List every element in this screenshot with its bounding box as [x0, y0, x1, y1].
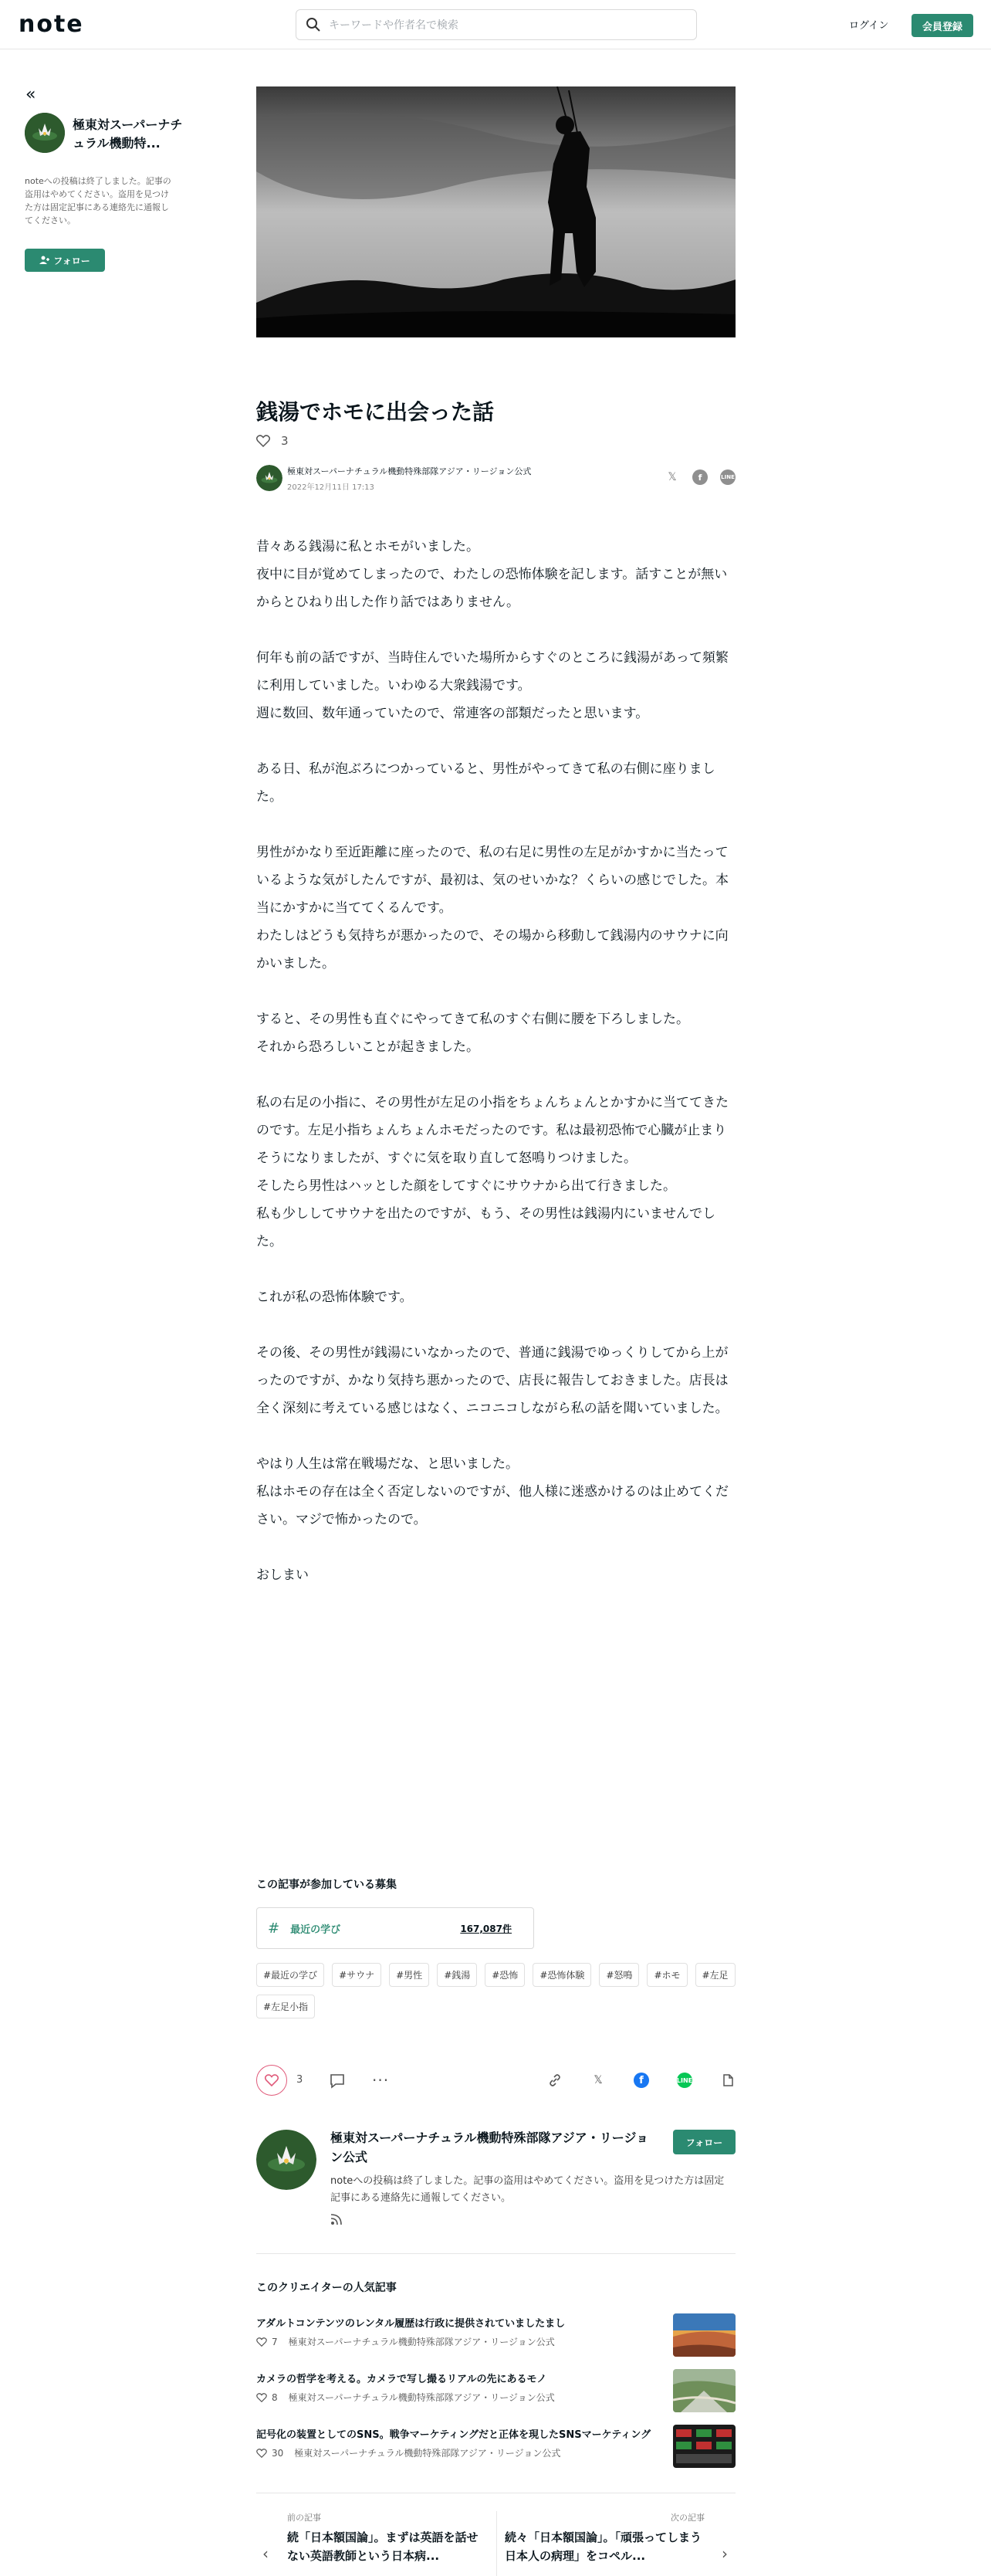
x-share-icon[interactable]: 𝕏 — [594, 2074, 603, 2086]
divider — [256, 2253, 736, 2254]
article-paragraph: 何年も前の話ですが、当時住んでいた場所からすぐのところに銭湯があって頻繁に利用していました。いわゆる大衆銭湯です。 週に数回、数年通っていたので、常連客の部類だったと思います。 — [256, 650, 729, 721]
article-paragraph: その後、その男性が銭湯にいなかったので、普通に銭湯でゆっくりしてから上がったのですが、かなり気持ち悪かったので、店長に報告しておきました。店長は全く深刻に考えている感じはなく、ニコニコしながら私の話を聞いていました。 — [256, 1345, 729, 1416]
share-actions — [547, 2073, 736, 2088]
collapse-sidebar-icon[interactable]: « — [25, 85, 36, 104]
popular-item[interactable] — [256, 2313, 736, 2360]
heart-icon — [256, 2449, 267, 2458]
prev-article-label: 前の記事 — [287, 2513, 321, 2523]
article-paragraph: 男性がかなり至近距離に座ったので、私の右足に男性の左足がかすかに当たっているような気がしたんですが、最初は、気のせいかな？くらいの感じでした。本当にかすかに当ててくるんです。 わたしはどうも気持ちが悪かったので、その場から移動して銭湯内のサウナに向かいました。 — [256, 845, 729, 971]
nav-divider — [496, 2511, 497, 2576]
sidebar-creator-name[interactable]: 極東対スーパーナチュラル機動特... — [73, 117, 183, 151]
facebook-share-icon[interactable]: f — [692, 469, 708, 485]
popular-item-author: 極東対スーパーナチュラル機動特殊部隊アジア・リージョン公式 — [288, 2337, 555, 2347]
creator-card-name[interactable]: 極東対スーパーナチュラル機動特殊部隊アジア・リージョン公式 — [330, 2130, 649, 2164]
signup-button[interactable]: 会員登録 — [912, 14, 973, 37]
chevron-right-icon[interactable]: › — [722, 2544, 728, 2563]
popular-item-thumbnail — [673, 2425, 736, 2468]
tag-chip[interactable]: #サウナ — [332, 1963, 381, 1987]
article-paragraph: すると、その男性も直ぐにやってきて私のすぐ右側に腰を下ろしました。 それから恐ろしいことが起きました。 — [256, 1012, 689, 1055]
next-article-link[interactable] — [505, 2511, 736, 2576]
popular-item-title: 記号化の装置としてのSNS。戦争マーケティングだと正体を現したSNSマーケティング — [256, 2429, 651, 2441]
popular-item-title: カメラの哲学を考える。カメラで写し撮るリアルの先にあるモノ — [256, 2374, 547, 2385]
tag-chip[interactable]: #恐怖 — [485, 1963, 525, 1987]
note-logo[interactable]: note — [19, 11, 84, 38]
author-row — [256, 463, 736, 494]
popular-item[interactable] — [256, 2369, 736, 2415]
creator-card-follow-button[interactable]: フォロー — [673, 2130, 736, 2154]
prev-article-title: 続「日本額国論」。まずは英語を話せない英語教師という日本病... — [287, 2530, 479, 2563]
rss-icon[interactable] — [330, 2213, 343, 2225]
tag-chip[interactable]: #怒鳴 — [599, 1963, 639, 1987]
heart-icon — [256, 2337, 267, 2347]
link-copy-icon[interactable] — [547, 2073, 563, 2088]
article-paragraph: ある日、私が泡ぶろにつかっていると、男性がやってきて私の右側に座りました。 — [256, 761, 715, 805]
article-paragraph: 私の右足の小指に、その男性が左足の小指をちょんちょんとかすかに当ててきたのです。左足小指ちょんちょんホモだったのです。私は最初恐怖で心臓が止まりそうになりましたが、すぐに気を取り直して怒鳴りつけました。 そしたら男性はハッとした顔をしてすぐにサウナから出て行きました。 私も少ししてサウナを出たのですが、もう、その男性は銭湯内にいませんでした。 — [256, 1095, 729, 1249]
article-like-summary[interactable] — [256, 434, 289, 448]
article-title: 銭湯でホモに出会った話 — [256, 399, 495, 425]
line-share-icon[interactable]: LINE — [677, 2073, 692, 2088]
popular-section-title: このクリエイターの人気記事 — [256, 2282, 397, 2294]
chevron-left-icon[interactable]: ‹ — [262, 2544, 269, 2563]
action-bar — [256, 2065, 736, 2099]
tag-chip[interactable]: #恐怖体験 — [533, 1963, 591, 1987]
sidebar-follow-label: フォロー — [53, 255, 90, 266]
article-paragraph: やはり人生は常在戦場だな、と思いました。 私はホモの存在は全く否定しないのですが、他人様に迷惑かけるのは止めてください。マジで怖かったので。 — [256, 1456, 729, 1527]
line-share-icon[interactable]: LINE — [720, 469, 736, 485]
user-plus-icon — [39, 256, 50, 265]
tag-list — [256, 1963, 736, 2018]
popular-item-title: アダルトコンテンツのレンタル履歴は行政に提供されていましたまし — [256, 2318, 566, 2330]
search-placeholder: キーワードや作者名で検索 — [329, 19, 458, 32]
login-link[interactable]: ログイン — [849, 20, 889, 32]
popular-item-likes: 8 — [272, 2391, 278, 2403]
tag-chip[interactable]: #ホモ — [647, 1963, 687, 1987]
sidebar-follow-button[interactable] — [25, 249, 105, 272]
search-icon — [306, 17, 321, 32]
magazine-card[interactable] — [256, 1907, 534, 1949]
heart-icon — [256, 2393, 267, 2402]
popular-item-thumbnail — [673, 2313, 736, 2357]
popular-item-author: 極東対スーパーナチュラル機動特殊部隊アジア・リージョン公式 — [294, 2448, 561, 2459]
prev-article-link[interactable] — [256, 2511, 488, 2576]
search-box[interactable] — [296, 9, 697, 40]
magazine-name: 最近の学び — [290, 1924, 341, 1936]
popular-item-likes: 30 — [272, 2447, 284, 2459]
tag-chip[interactable]: #銭湯 — [437, 1963, 477, 1987]
like-count: 3 — [296, 2074, 303, 2086]
embed-icon[interactable] — [720, 2073, 736, 2088]
article-paragraph: これが私の恐怖体験です。 — [256, 1290, 413, 1305]
creator-card-avatar[interactable] — [256, 2130, 316, 2190]
popular-item-likes: 7 — [272, 2336, 278, 2347]
popular-item-meta — [256, 2391, 555, 2404]
next-article-title: 続々「日本額国論」。「頑張ってしまう日本人の病理」をコペル... — [505, 2530, 702, 2563]
creator-card-description: noteへの投稿は終了しました。記事の盗用はやめてください。盗用を見つけた方は固定記事にある連絡先に通報してください。 — [330, 2175, 725, 2204]
author-avatar[interactable] — [256, 465, 282, 491]
tag-chip[interactable]: #最近の学び — [256, 1963, 324, 1987]
author-name[interactable]: 極東対スーパーナチュラル機動特殊部隊アジア・リージョン公式 — [287, 466, 532, 476]
comment-icon[interactable] — [329, 2073, 346, 2093]
more-options-icon[interactable]: ··· — [372, 2071, 390, 2090]
creator-avatar[interactable] — [25, 113, 65, 153]
tag-chip[interactable]: #左足 — [695, 1963, 736, 1987]
x-share-icon[interactable]: 𝕏 — [668, 471, 677, 483]
popular-item-meta — [256, 2335, 555, 2348]
magazine-count: 167,087件 — [460, 1923, 512, 1934]
popular-item[interactable] — [256, 2425, 736, 2471]
publish-date: 2022年12月11日 17:13 — [287, 483, 374, 492]
article-paragraph: 昔々ある銭湯に私とホモがいました。 夜中に目が覚めてしまったので、わたしの恐怖体験を記します。話すことが無いからとひねり出した作り話ではありません。 — [256, 539, 728, 610]
tag-chip[interactable]: #左足小指 — [256, 1995, 315, 2018]
article-paragraph: おしまい — [256, 1568, 309, 1583]
like-button[interactable] — [256, 2065, 287, 2096]
magazine-section-title: この記事が参加している募集 — [256, 1879, 397, 1891]
popular-item-author: 極東対スーパーナチュラル機動特殊部隊アジア・リージョン公式 — [288, 2392, 555, 2403]
sidebar-description: noteへの投稿は終了しました。記事の盗用はやめてください。盗用を見つけた方は固定記事にある連絡先に通報してください。 — [25, 176, 171, 225]
facebook-share-icon[interactable]: f — [634, 2073, 649, 2088]
next-article-label: 次の記事 — [671, 2513, 705, 2523]
hash-icon: # — [268, 1920, 280, 1937]
share-top — [665, 469, 736, 485]
article-hero-image — [256, 86, 736, 337]
tag-chip[interactable]: #男性 — [389, 1963, 429, 1987]
article-like-count: 3 — [281, 434, 289, 448]
site-header — [0, 0, 991, 49]
popular-item-thumbnail — [673, 2369, 736, 2412]
popular-item-meta — [256, 2446, 560, 2459]
article-body — [256, 533, 736, 1617]
heart-icon — [265, 2074, 279, 2086]
heart-icon — [256, 435, 270, 447]
